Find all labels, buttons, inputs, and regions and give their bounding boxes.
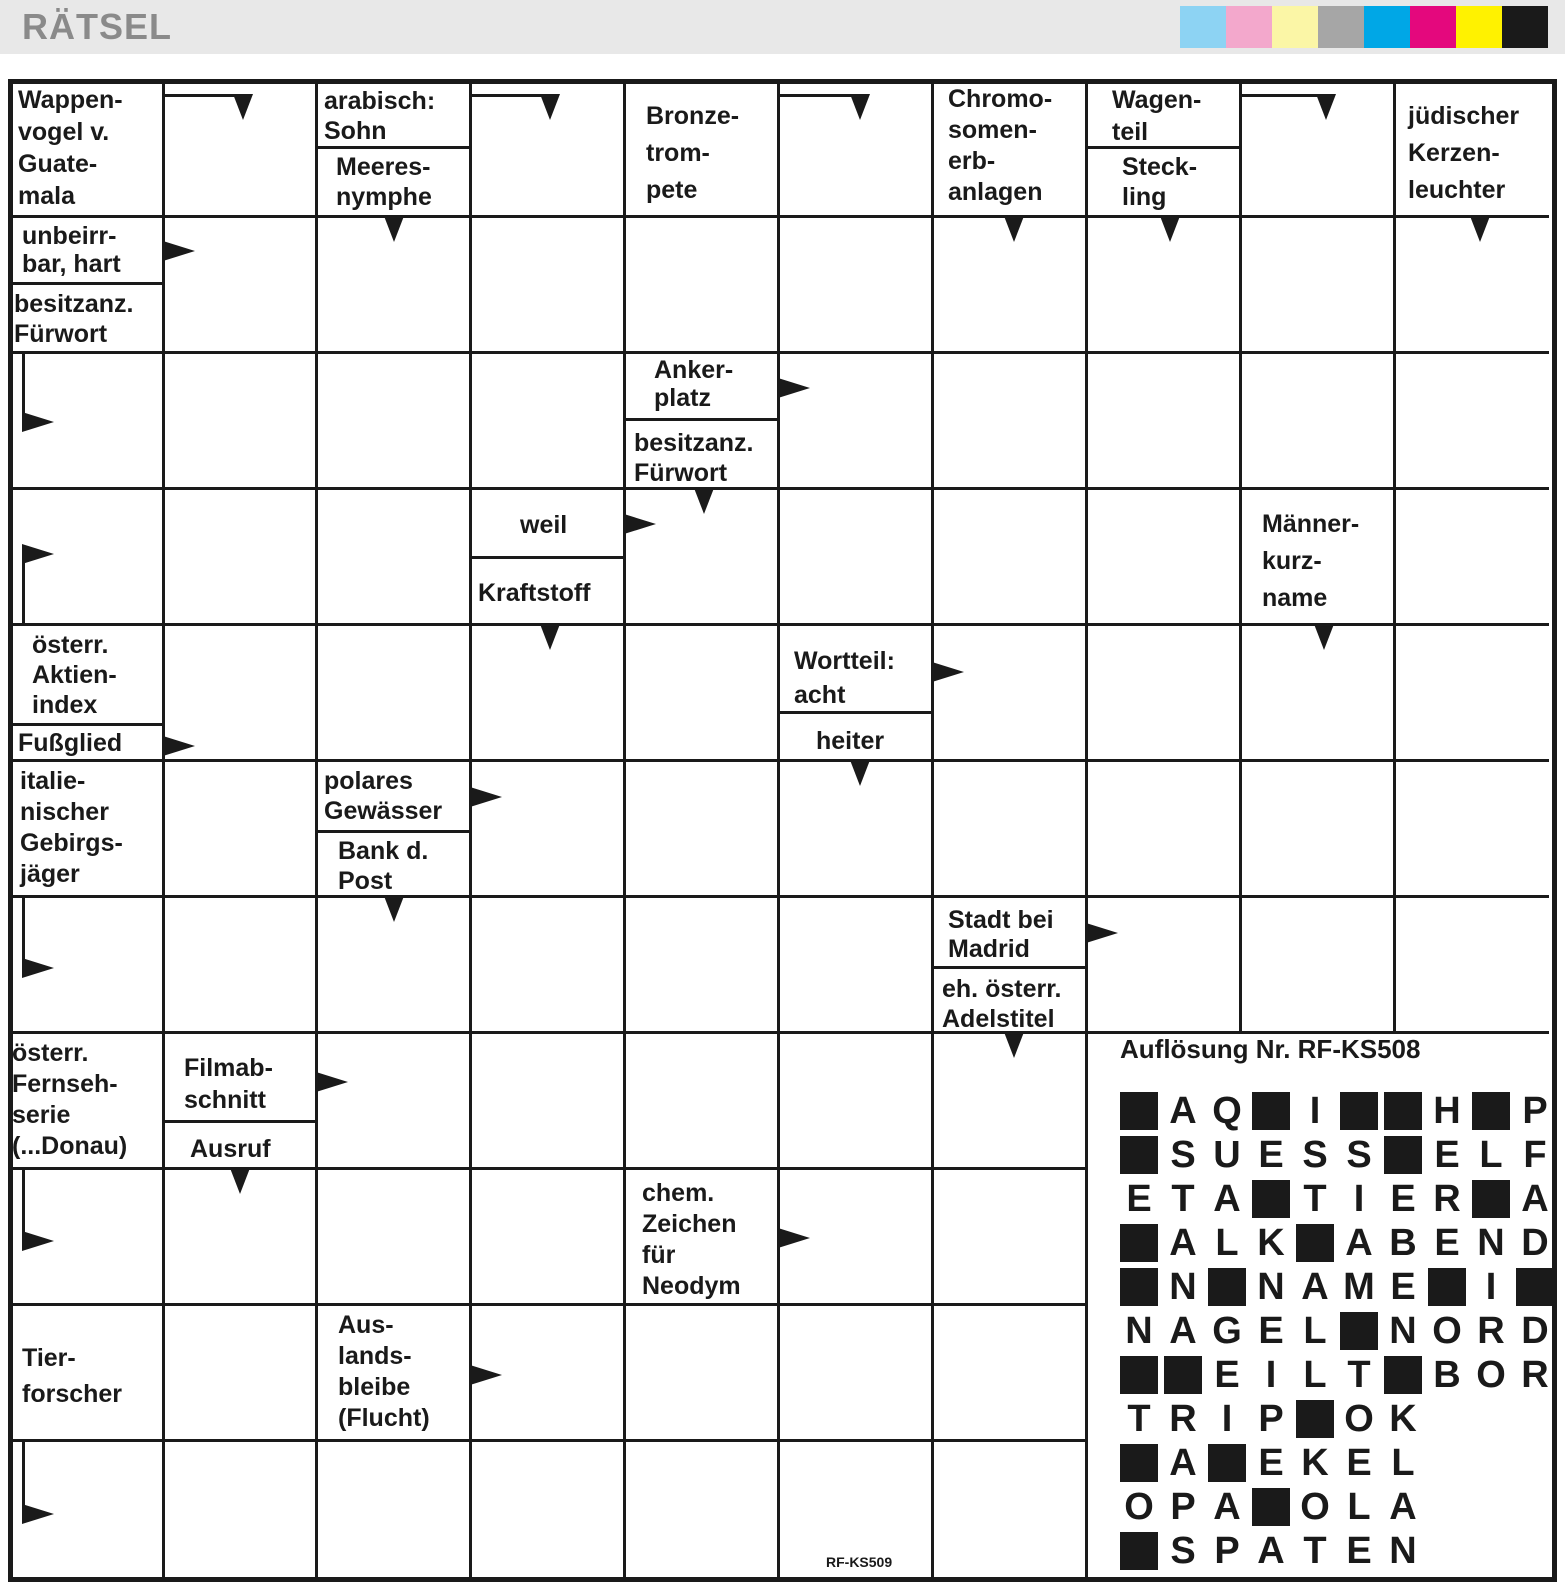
solution-row [1120,1180,1560,1222]
clue-line: erb- [948,147,996,175]
arrow-right-icon [22,958,54,978]
clue-text [338,1310,430,1434]
solution-letter: P [1214,1530,1240,1572]
clue-text [646,98,739,209]
clue-line: Bronze- [646,102,740,130]
clue-text [1112,84,1201,148]
clue-line: österr. [32,631,109,659]
clue-divider [624,418,778,421]
clue-text [12,1038,127,1162]
clue-divider [932,966,1086,969]
solution-letter: A [1169,1442,1197,1484]
solution-letter: E [1258,1134,1284,1176]
solution-black-cell [1296,1400,1334,1438]
clue-line: Männer- [1262,510,1360,538]
clue-line: anlagen [948,178,1043,206]
color-swatch [1272,6,1318,48]
solution-black-cell [1208,1268,1246,1306]
solution-row [1120,1444,1428,1486]
solution-letter: S [1170,1530,1196,1572]
grid-line-vertical [162,84,165,1577]
clue-line: somen- [948,116,1037,144]
solution-letter: E [1434,1134,1460,1176]
arrow-down-icon [850,760,870,786]
solution-letter: R [1521,1354,1549,1396]
arrow-right-icon [163,241,195,261]
arrow-right-icon [470,1365,502,1385]
arrow-down-icon [540,624,560,650]
color-swatch [1410,6,1456,48]
solution-letter: T [1171,1178,1195,1220]
solution-black-cell [1384,1136,1422,1174]
clue-line: Stadt bei [948,906,1054,934]
clue-text [20,766,123,890]
clue-text [794,644,895,712]
clue-line: Wortteil: [794,647,895,675]
solution-letter: B [1389,1222,1417,1264]
solution-letter: D [1521,1222,1549,1264]
clue-line: ling [1122,183,1167,211]
solution-black-cell [1120,1092,1158,1130]
solution-letter: A [1345,1222,1373,1264]
clue-line: besitzanz. [14,290,134,318]
clue-line: vogel v. [18,118,110,146]
solution-black-cell [1120,1136,1158,1174]
clue-text [338,836,428,896]
clue-line: Kerzen- [1408,139,1500,167]
solution-letter: S [1302,1134,1328,1176]
clue-text [18,728,122,758]
arrow-right-icon [22,1231,54,1251]
solution-row [1120,1136,1560,1178]
solution-letter: L [1215,1222,1239,1264]
arrow-stem [22,352,25,416]
arrow-right-icon [22,544,54,564]
clue-line: bleibe [338,1373,411,1401]
clue-line: chem. [642,1179,715,1207]
solution-letter: A [1257,1530,1285,1572]
solution-letter: N [1389,1310,1417,1352]
clue-text [642,1178,741,1302]
grid-line-vertical [1085,84,1088,1577]
clue-line: Tier- [22,1344,76,1372]
clue-line: Aktien- [32,661,117,689]
solution-letter: A [1169,1090,1197,1132]
clue-divider [778,711,932,714]
solution-letter: I [1221,1398,1233,1440]
solution-letter: F [1523,1134,1547,1176]
solution-letter: N [1477,1222,1505,1264]
grid-line-vertical [1239,84,1242,1032]
clue-line: schnitt [184,1086,266,1114]
clue-line: Steck- [1122,153,1198,181]
grid-line-vertical [777,84,780,1577]
solution-black-cell [1120,1444,1158,1482]
solution-letter: A [1389,1486,1417,1528]
clue-line: (Flucht) [338,1404,430,1432]
clue-line: Ausruf [190,1135,271,1163]
clue-line: heiter [816,727,885,755]
clue-line: eh. österr. [942,975,1062,1003]
solution-letter: S [1346,1134,1372,1176]
clue-line: Gewässer [324,797,443,825]
clue-text [942,974,1062,1034]
clue-text [634,428,753,488]
clue-line: Sohn [324,117,387,145]
arrow-right-icon [22,1504,54,1524]
clue-line: arabisch: [324,87,436,115]
color-swatch [1318,6,1364,48]
solution-letter: K [1257,1222,1285,1264]
clue-text [654,356,733,412]
solution-letter: N [1389,1530,1417,1572]
clue-text [190,1134,271,1164]
solution-letter: R [1433,1178,1461,1220]
arrow-stem [22,1440,25,1512]
clue-text [520,510,567,540]
solution-row [1120,1488,1428,1530]
solution-letter: G [1212,1310,1242,1352]
clue-line: leuchter [1408,176,1506,204]
solution-black-cell [1164,1356,1202,1394]
solution-black-cell [1252,1488,1290,1526]
solution-letter: A [1169,1222,1197,1264]
arrow-down-icon [694,488,714,514]
clue-text [1408,98,1519,209]
clue-line: Adelstitel [942,1005,1055,1033]
clue-line: trom- [646,139,710,167]
solution-letter: L [1391,1442,1415,1484]
arrow-down-icon [540,94,560,120]
clue-divider [13,723,163,726]
clue-line: Bank d. [338,837,429,865]
clue-line: Post [338,867,393,895]
clue-text [1122,152,1197,212]
arrow-right-icon [470,787,502,807]
arrow-right-icon [932,662,964,682]
solution-letter: O [1476,1354,1506,1396]
clue-line: für [642,1241,676,1269]
solution-letter: T [1347,1354,1371,1396]
clue-line: name [1262,584,1328,612]
solution-letter: O [1344,1398,1374,1440]
solution-black-cell [1120,1532,1158,1570]
grid-line-vertical [931,84,934,1577]
clue-line: lands- [338,1342,412,1370]
clue-line: Meeres- [336,153,431,181]
clue-line: Fürwort [634,459,728,487]
solution-letter: R [1477,1310,1505,1352]
solution-row [1120,1092,1560,1134]
solution-letter: O [1432,1310,1462,1352]
arrow-down-icon [1004,216,1024,242]
arrow-right-icon [22,412,54,432]
solution-row [1120,1532,1428,1574]
solution-letter: P [1170,1486,1196,1528]
solution-letter: P [1522,1090,1548,1132]
grid-line-horizontal [13,1439,1088,1442]
clue-line: serie [12,1101,71,1129]
clue-line: index [32,691,98,719]
arrow-down-icon [1314,624,1334,650]
solution-letter: T [1127,1398,1151,1440]
solution-letter: Q [1212,1090,1242,1132]
grid-line-horizontal [13,351,1549,354]
solution-letter: E [1390,1266,1416,1308]
solution-row [1120,1224,1560,1266]
clue-line: teil [1112,118,1149,146]
solution-letter: R [1169,1398,1197,1440]
solution-letter: O [1124,1486,1154,1528]
clue-text [478,578,591,608]
arrow-right-icon [163,736,195,756]
grid-line-horizontal [13,215,1549,218]
solution-black-cell [1252,1092,1290,1130]
solution-letter: S [1170,1134,1196,1176]
clue-line: platz [654,384,711,412]
clue-line: nymphe [336,183,432,211]
clue-line: Chromo- [948,85,1053,113]
solution-letter: A [1521,1178,1549,1220]
grid-line-horizontal [13,895,1549,898]
clue-line: Neodym [642,1272,741,1300]
solution-black-cell [1472,1092,1510,1130]
solution-letter: M [1343,1266,1375,1308]
clue-line: jüdischer [1408,102,1520,130]
arrow-down-icon [233,94,253,120]
clue-divider [13,282,163,285]
solution-letter: E [1214,1354,1240,1396]
grid-line-horizontal [13,1031,1549,1034]
clue-divider [316,146,470,149]
grid-line-vertical [1393,84,1396,1032]
clue-text [18,84,123,212]
clue-line: österr. [12,1039,89,1067]
clue-line: Anker- [654,356,734,384]
solution-letter: I [1353,1178,1365,1220]
solution-letter: E [1346,1530,1372,1572]
solution-letter: T [1303,1178,1327,1220]
arrow-right-icon [778,1228,810,1248]
arrow-stem [22,1168,25,1240]
clue-line: Wappen- [18,86,123,114]
solution-black-cell [1340,1312,1378,1350]
clue-text [14,289,133,349]
clue-text [1262,506,1359,617]
arrow-down-icon [384,896,404,922]
clue-line: Kraftstoff [478,579,591,607]
grid-line-horizontal [13,1167,1088,1170]
grid-line-vertical [623,84,626,1577]
clue-divider [1086,146,1240,149]
solution-letter: E [1258,1442,1284,1484]
clue-text [336,152,432,212]
color-swatch [1180,6,1226,48]
color-swatches [1180,6,1548,48]
clue-line: bar, hart [22,250,121,278]
solution-letter: B [1433,1354,1461,1396]
solution-letter: A [1213,1486,1241,1528]
solution-black-cell [1428,1268,1466,1306]
solution-row [1120,1400,1428,1442]
clue-line: polares [324,767,413,795]
solution-title: Auflösung Nr. RF-KS508 [1120,1034,1421,1064]
color-swatch [1502,6,1548,48]
solution-black-cell [1208,1444,1246,1482]
solution-letter: A [1169,1310,1197,1352]
clue-line: mala [18,182,75,210]
solution-letter: D [1521,1310,1549,1352]
solution-letter: O [1300,1486,1330,1528]
clue-line: Fernseh- [12,1070,118,1098]
solution-row [1120,1312,1560,1354]
solution-black-cell [1120,1268,1158,1306]
clue-line: forscher [22,1380,123,1408]
clue-divider [163,1120,316,1123]
arrow-down-icon [384,216,404,242]
clue-line: Wagen- [1112,86,1202,114]
clue-text [324,766,442,826]
clue-divider [470,556,624,559]
solution-black-cell [1472,1180,1510,1218]
clue-line: Aus- [338,1311,394,1339]
solution-letter: E [1390,1178,1416,1220]
clue-line: kurz- [1262,547,1322,575]
clue-text [324,86,435,146]
solution-black-cell [1384,1356,1422,1394]
solution-row [1120,1356,1560,1398]
clue-line: italie- [20,767,86,795]
solution-letter: N [1257,1266,1285,1308]
page-header [0,0,1565,54]
solution-letter: U [1213,1134,1241,1176]
solution-letter: N [1125,1310,1153,1352]
solution-letter: I [1265,1354,1277,1396]
solution-letter: N [1169,1266,1197,1308]
color-swatch [1456,6,1502,48]
solution-letter: T [1303,1530,1327,1572]
solution-letter: L [1479,1134,1503,1176]
arrow-right-icon [1086,923,1118,943]
arrow-right-icon [624,514,656,534]
solution-letter: L [1303,1354,1327,1396]
solution-letter: H [1433,1090,1461,1132]
clue-line: acht [794,681,846,709]
clue-divider [316,830,470,833]
arrow-down-icon [1160,216,1180,242]
solution-letter: A [1213,1178,1241,1220]
solution-letter: I [1309,1090,1321,1132]
solution-letter: A [1301,1266,1329,1308]
grid-line-horizontal [13,759,1549,762]
clue-line: Zeichen [642,1210,737,1238]
color-swatch [1364,6,1410,48]
page-title: RÄTSEL [22,6,172,47]
clue-text [22,1340,122,1412]
solution-black-cell [1384,1092,1422,1130]
solution-letter: E [1258,1310,1284,1352]
solution-black-cell [1120,1224,1158,1262]
clue-line: pete [646,176,698,204]
solution-letter: E [1126,1178,1152,1220]
arrow-right-icon [316,1072,348,1092]
clue-line: Fußglied [18,729,123,757]
clue-line: weil [520,511,568,539]
solution-letter: E [1346,1442,1372,1484]
clue-line: Madrid [948,935,1030,963]
solution-black-cell [1120,1356,1158,1394]
clue-line: Gebirgs- [20,829,123,857]
arrow-stem [1242,94,1324,97]
arrow-down-icon [1316,94,1336,120]
clue-line: Guate- [18,150,98,178]
grid-line-horizontal [13,487,1549,490]
clue-text [22,222,121,278]
arrow-down-icon [230,1168,250,1194]
solution-letter: K [1301,1442,1329,1484]
arrow-down-icon [1004,1032,1024,1058]
solution-black-cell [1516,1268,1554,1306]
clue-line: unbeirr- [22,222,117,250]
solution-black-cell [1296,1224,1334,1262]
solution-letter: L [1347,1486,1371,1528]
clue-text [816,726,884,756]
solution-letter: P [1258,1398,1284,1440]
solution-letter: I [1485,1266,1497,1308]
clue-text [32,630,117,720]
clue-text [948,84,1052,208]
clue-line: nischer [20,798,109,826]
puzzle-code: RF-KS509 [826,1554,893,1570]
clue-text [948,906,1054,964]
solution-row [1120,1268,1560,1310]
arrow-right-icon [778,378,810,398]
solution-black-cell [1252,1180,1290,1218]
grid-line-horizontal [13,1303,1088,1306]
arrow-down-icon [850,94,870,120]
color-swatch [1226,6,1272,48]
clue-line: Fürwort [14,320,108,348]
solution-black-cell [1340,1092,1378,1130]
solution-letter: K [1389,1398,1417,1440]
clue-text [184,1052,273,1116]
clue-line: Filmab- [184,1054,273,1082]
solution-letter: L [1303,1310,1327,1352]
clue-line: jäger [20,860,80,888]
arrow-down-icon [1470,216,1490,242]
solution-letter: E [1434,1222,1460,1264]
clue-line: (...Donau) [12,1132,128,1160]
clue-line: besitzanz. [634,429,754,457]
